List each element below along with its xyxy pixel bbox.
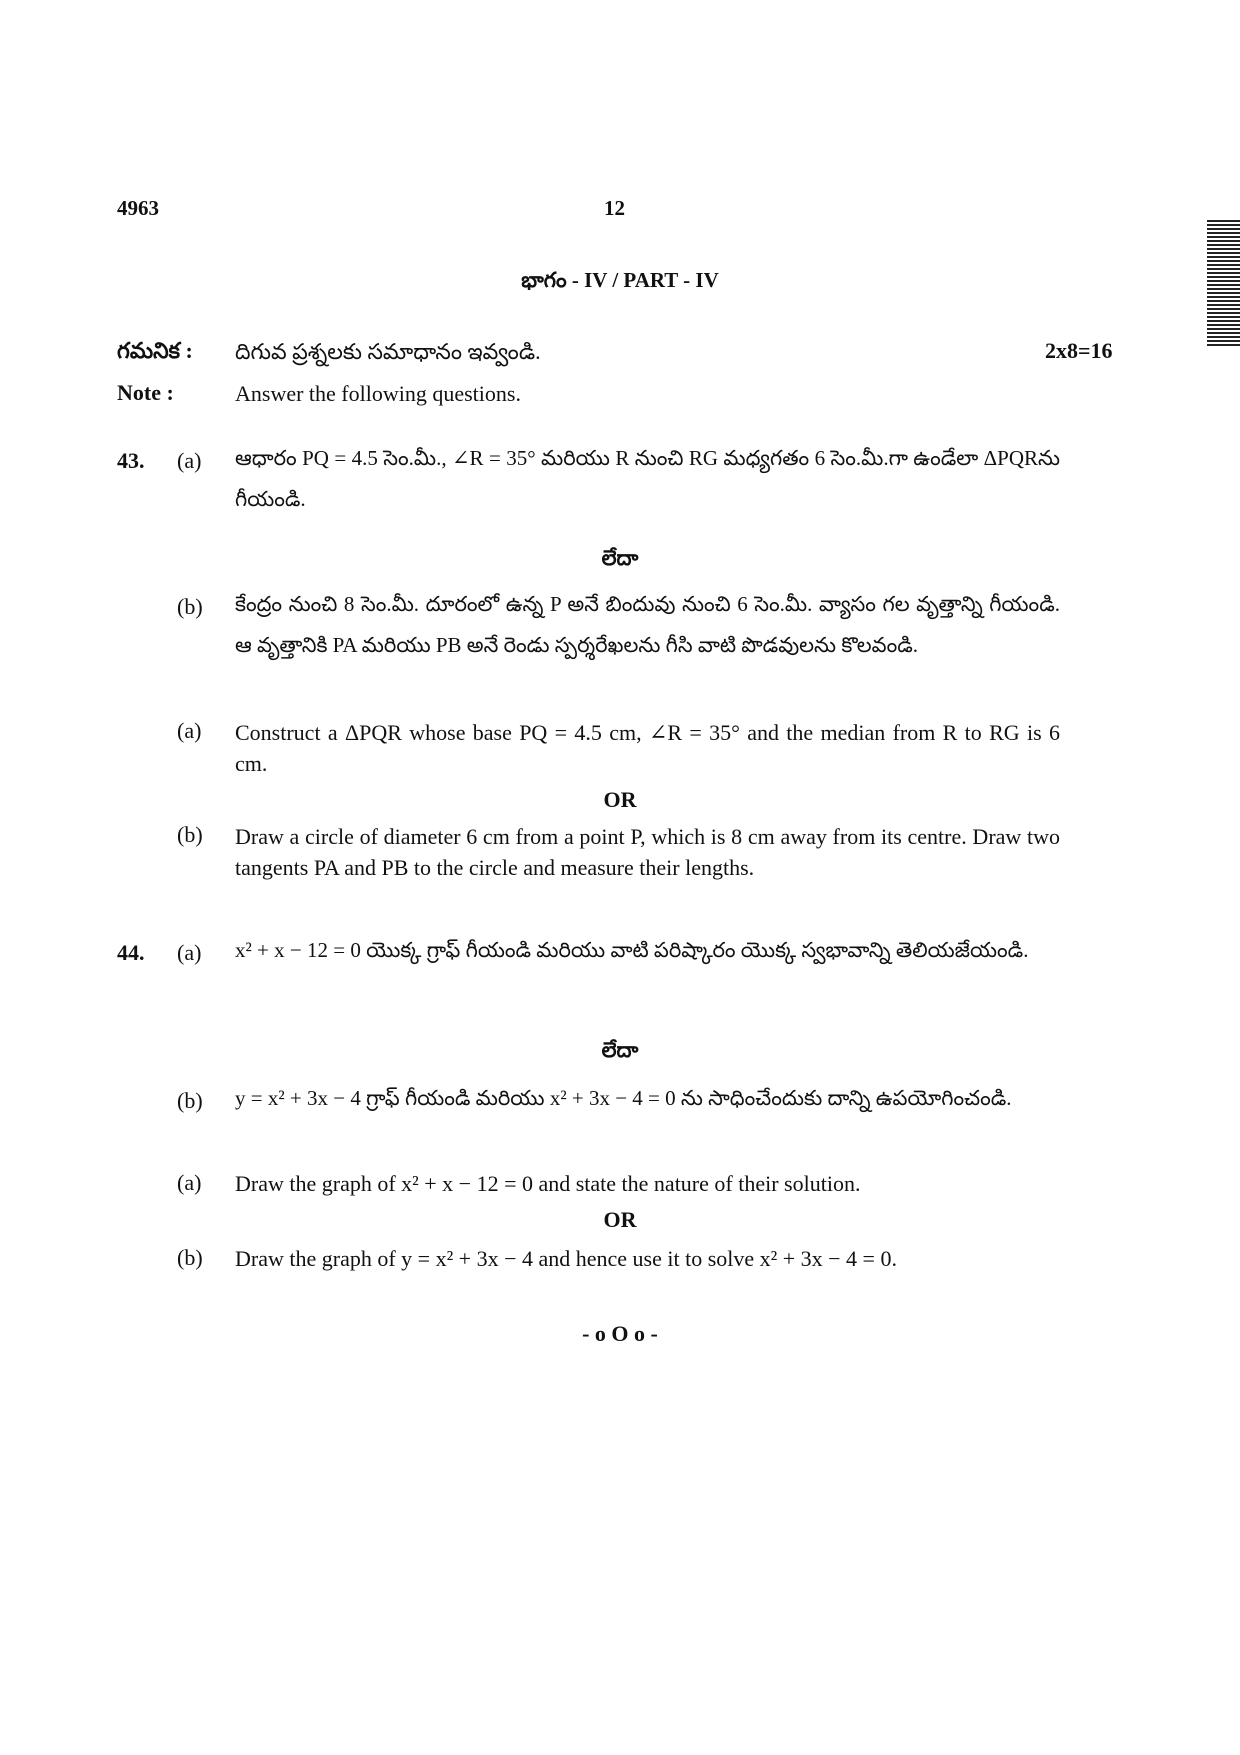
question-number-43: 43. — [117, 448, 145, 473]
q43-b-english: Draw a circle of diameter 6 cm from a point P, which is 8 cm away from its centre. Draw two tangents PA and PB to the circle and measure their lengths. — [235, 824, 1060, 880]
note-text-english: Answer the following questions. — [235, 381, 521, 406]
option-label-b: (b) — [177, 1088, 203, 1113]
q43-a-english: Construct a ΔPQR whose base PQ = 4.5 cm, ∠R = 35° and the median from R to RG is 6 cm. — [235, 720, 1060, 776]
q44-b-telugu: y = x² + 3x − 4 గ్రాఫ్ గీయండి మరియు x² + 3x − 4 = 0 ను సాధించేందుకు దాన్ని ఉపయోగించండి. — [235, 1086, 1012, 1110]
or-telugu: లేదా — [601, 546, 639, 570]
marks-label: 2x8=16 — [1045, 338, 1113, 363]
question-number-44: 44. — [117, 940, 145, 965]
q44-a-english: Draw the graph of x² + x − 12 = 0 and state the nature of their solution. — [235, 1171, 861, 1196]
q43-a-telugu: ఆధారం PQ = 4.5 సెం.మీ., ∠R = 35° మరియు R నుంచి RG మధ్యగతం 6 సెం.మీ.గా ఉండేలా ΔPQRను గీయండి. — [235, 446, 1060, 511]
q43-b-telugu: కేంద్రం నుంచి 8 సెం.మీ. దూరంలో ఉన్న P అనే బిందువు నుంచి 6 సెం.మీ. వ్యాసం గల వృత్తాన్ని గీయండి. ఆ వృత్తానికి PA మరియు PB అనే రెండు స్పర్శరేఖలను గీసి వాటి పొడవులను కొలవండి. — [235, 592, 1060, 657]
note-label-telugu: గమనిక : — [117, 338, 193, 363]
q44-a-telugu: x² + x − 12 = 0 యొక్క గ్రాఫ్ గీయండి మరియు వాటి పరిష్కారం యొక్క స్వభావాన్ని తెలియజేయండి. — [235, 938, 1029, 962]
q44-b-english: Draw the graph of y = x² + 3x − 4 and hence use it to solve x² + 3x − 4 = 0. — [235, 1246, 897, 1271]
note-label-english: Note : — [117, 380, 174, 405]
option-label-b: (b) — [177, 594, 203, 619]
part-title: భాగం - IV / PART - IV — [521, 268, 719, 292]
option-label-a: (a) — [177, 448, 202, 473]
note-text-telugu: దిగువ ప్రశ్నలకు సమాధానం ఇవ్వండి. — [235, 339, 541, 364]
option-label-a: (a) — [177, 940, 202, 965]
option-label-b: (b) — [177, 822, 203, 847]
end-mark: - o O o - — [582, 1321, 658, 1346]
option-label-a: (a) — [177, 1170, 202, 1195]
barcode-image — [1207, 220, 1240, 365]
option-label-a: (a) — [177, 718, 202, 743]
option-label-b: (b) — [177, 1245, 203, 1270]
or-telugu: లేదా — [601, 1038, 639, 1062]
paper-code: 4963 — [117, 196, 159, 220]
page-number: 12 — [604, 196, 625, 220]
or-english: OR — [603, 1207, 637, 1232]
or-english: OR — [603, 787, 637, 812]
